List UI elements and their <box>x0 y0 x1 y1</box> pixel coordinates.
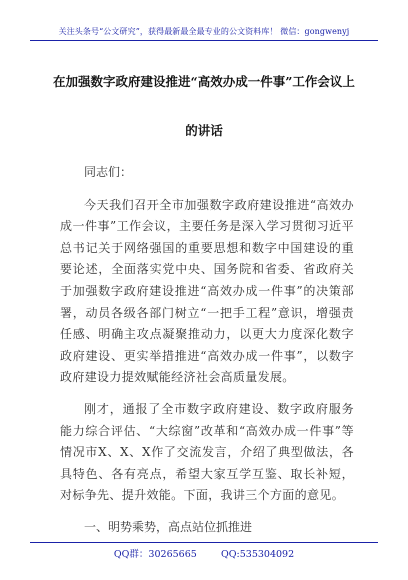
header-promo-text: 关注头条号“公文研究”，获得最新最全最专业的公文资料库！ 微信：gongwenyj <box>58 27 350 36</box>
document-subtitle: 的讲话 <box>185 123 223 138</box>
footer-divider <box>30 542 378 543</box>
header-divider <box>30 40 378 41</box>
page-footer <box>0 542 408 580</box>
document-body <box>60 162 354 539</box>
footer-contact-text: QQ群：30265665 QQ:535304092 <box>113 549 295 560</box>
page-header <box>0 0 408 52</box>
section-heading: 一、明势乘势，高点站位抓推进 <box>84 519 253 534</box>
paragraph-2: 刚才，通报了全市数字政府建设、数字政府服务能力综合评估、“大综窗”改革和“高效办成一件事”等情况市X、X、X作了交流发言，介绍了典型做法，各具特色、各有亮点，希望大家互学互鉴、取长补短，对标争先、提升效能。下面，我讲三个方面的意见。 <box>60 401 354 503</box>
salutation: 同志们： <box>84 165 133 179</box>
paragraph-1: 今天我们召开全市加强数字政府建设推进“高效办成一件事”工作会议，主要任务是深入学习贯彻习近平总书记关于网络强国的重要思想和数字中国建设的重要论述，全面落实党中央、国务院和省委、省政府关于加强数字政府建设推进“高效办成一件事”的决策部署，动员各级各部门树立“一把手工程”意识，增强责任感、明确主攻点凝聚推动力，以更大力度深化数字政府建设、更实举措推进“高效办成一件事”，以数字政府建设力提效赋能经济社会高质量发展。 <box>60 197 354 385</box>
document-title: 在加强数字政府建设推进“高效办成一件事”工作会议上 <box>53 74 355 89</box>
